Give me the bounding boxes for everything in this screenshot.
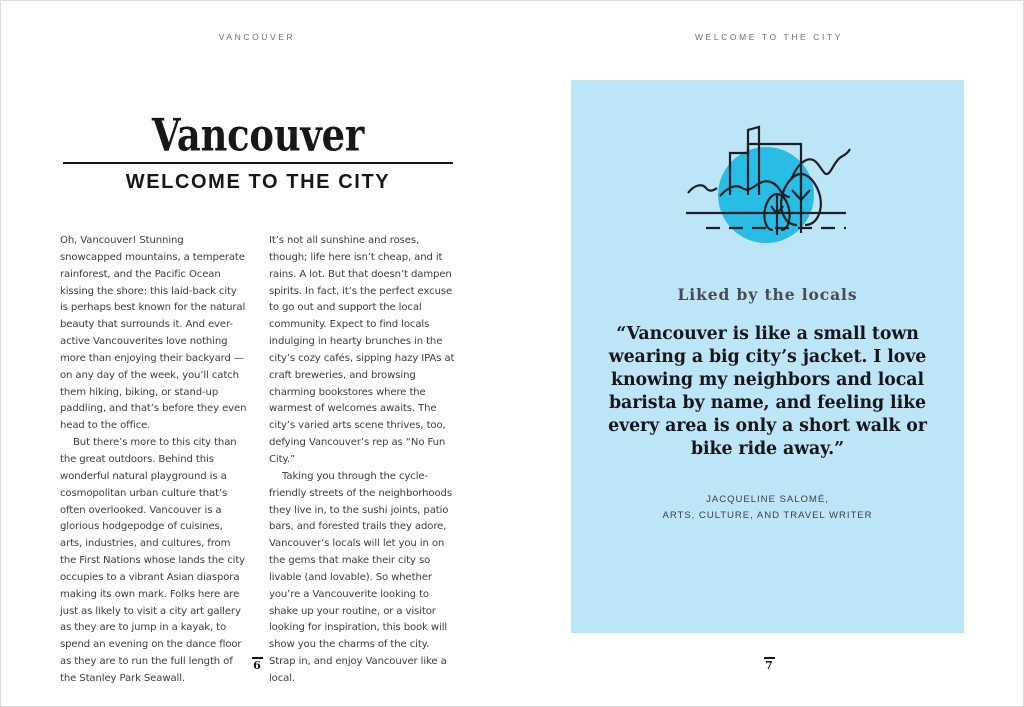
running-head-left: VANCOUVER bbox=[218, 32, 296, 42]
pull-quote: “Vancouver is like a small town wearing a big city’s jacket. I love knowing my neighbors and local barista by name, and feeling like every area is only a short walk or bike ride away.” bbox=[608, 324, 927, 459]
hill-left-shape bbox=[688, 185, 717, 193]
page-title: Vancouver bbox=[151, 108, 365, 162]
liked-by-locals-heading: Liked by the locals bbox=[677, 285, 858, 304]
right-page bbox=[513, 1, 1024, 707]
body-column-1 bbox=[60, 233, 247, 688]
attribution-name: JACQUELINE SALOMÉ, bbox=[706, 494, 829, 505]
city-skyline-svg bbox=[678, 105, 858, 265]
page-number: 6 bbox=[253, 659, 261, 672]
page-subtitle: WELCOME TO THE CITY bbox=[125, 171, 391, 193]
folio-left bbox=[1, 657, 513, 671]
city-skyline-illustration bbox=[678, 105, 858, 265]
left-page bbox=[1, 1, 513, 707]
quote-attribution bbox=[571, 492, 964, 523]
paragraph: Taking you through the cycle-friendly streets of the neighborhoods they live in, to the sushi joints, patio bars, and forested trails they adore, Vancouver’s locals will let you in on the gems that make their city so livable (and lovable). So whether you’re a Vancouverite looking to shake up your routine, or a visitor looking for inspiration, this book will show you the charms of the city. Strap in, and enjoy Vancouver like a local. bbox=[269, 470, 452, 684]
page-number: 7 bbox=[765, 659, 773, 672]
paragraph: But there’s more to this city than the great outdoors. Behind this wonderful natural playground is a cosmopolitan urban culture that’s often overlooked. Vancouver is a glorious hodgepodge of cuisines, arts, industries, and cultures, from the First Nations whose lands the city occupies to a vibrant Asian diaspora making its own mark. Folks here are just as likely to visit a city art gallery as they are to jump in a kayak, to spend an evening on the dance floor as they are to run the full length of the Stanley Park Seawall. bbox=[60, 437, 246, 684]
paragraph: It’s not all sunshine and roses, though; life here isn’t cheap, and it rains. A lot. But that doesn’t dampen spirits. In fact, it’s the perfect excuse to go out and support the local community. Expect to find locals indulging in hearty brunches in the city’s cozy cafés, sipping hazy IPAs at craft breweries, and browsing charming bookstores where the warmest of welcomes awaits. The city’s varied arts scene thrives, too, defying Vancouver’s rep as “No Fun City.” bbox=[269, 235, 455, 465]
title-rule-divider bbox=[63, 162, 453, 164]
body-column-2 bbox=[269, 233, 456, 688]
body-columns bbox=[60, 233, 456, 688]
title-block bbox=[63, 108, 453, 193]
running-head-right: WELCOME TO THE CITY bbox=[694, 32, 844, 42]
quote-panel bbox=[571, 80, 964, 633]
paragraph: Oh, Vancouver! Stunning snowcapped mountains, a temperate rainforest, and the Pacific Ocean kissing the shore: this laid-back city is perhaps best known for the natural beauty that surrounds it. And ever-active Vancouverites love nothing more than enjoying their backyard — on any day of the week, you’ll catch them hiking, biking, or stand-up paddling, and that’s before they even head to the office. bbox=[60, 235, 247, 432]
attribution-role: ARTS, CULTURE, AND TRAVEL WRITER bbox=[662, 509, 873, 521]
folio-right bbox=[513, 657, 1024, 671]
